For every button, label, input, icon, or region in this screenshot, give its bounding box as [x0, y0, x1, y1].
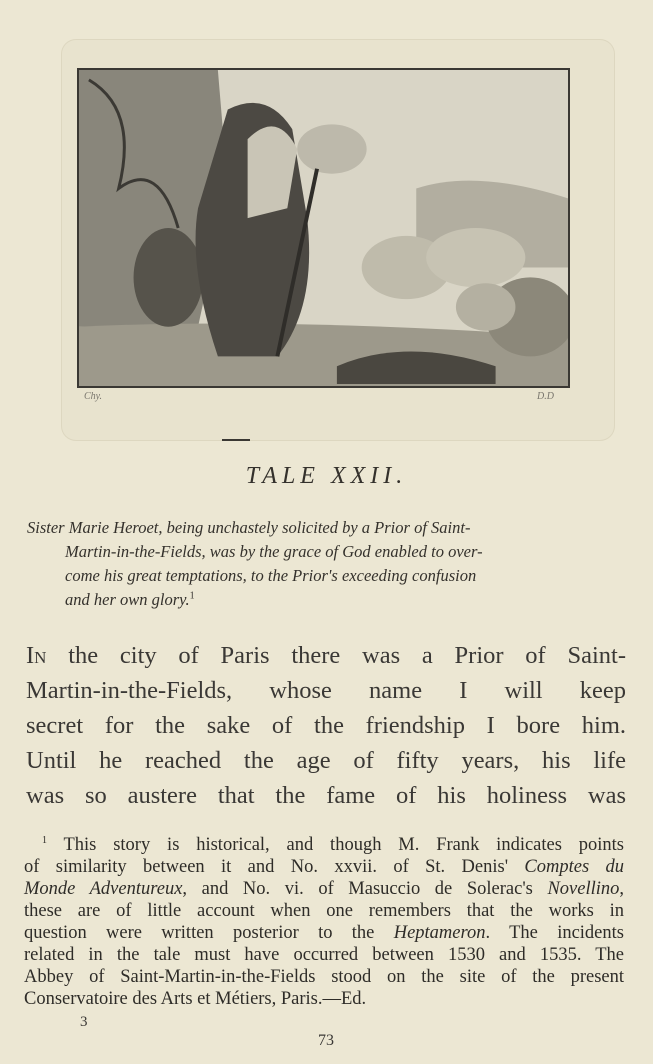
- body-line-text: the city of Paris there was a Prior of Saint-: [46, 642, 626, 669]
- body-line: was so austere that the fame of his holiness was: [26, 782, 626, 809]
- footnote-reference[interactable]: 1: [189, 590, 195, 602]
- footnote: [24, 834, 624, 1010]
- footnote-line: these are of little account when one remembers that the works in: [24, 901, 624, 921]
- footnote-title: Novellino: [547, 879, 620, 899]
- footnote-line: Conservatoire des Arts et Métiers, Paris.—Ed.: [24, 989, 367, 1009]
- summary-line: Martin-in-the-Fields, was by the grace of God enabled to over-: [65, 542, 483, 561]
- engraving-wolf-shepherd-with-sheep: [77, 68, 570, 388]
- tale-title: TALE XXII.: [245, 463, 408, 489]
- summary-line: come his great temptations, to the Prior's exceeding confusion: [65, 566, 477, 585]
- footnote-line: related in the tale must have occurred between 1530 and 1535. The: [24, 945, 624, 965]
- footnote-title: Comptes du: [524, 857, 624, 877]
- signature-mark: 3: [80, 1014, 88, 1030]
- footnote-title: Monde Adventureux: [24, 879, 183, 899]
- footnote-title: Heptameron: [393, 923, 486, 943]
- footnote-line: [24, 856, 624, 878]
- engraver-signature-right: D.D: [537, 391, 554, 402]
- footnote-line: [24, 834, 624, 856]
- body-line: Until he reached the age of fifty years, his life: [26, 747, 626, 774]
- body-line: Martin-in-the-Fields, whose name I will keep: [26, 677, 626, 704]
- tale-summary: [27, 516, 627, 612]
- body-text: [26, 638, 626, 813]
- footnote-text: ,: [619, 879, 624, 899]
- footnote-text: . The incidents: [485, 923, 624, 943]
- footnote-text: question were written posterior to the: [24, 923, 394, 943]
- page-number: 73: [318, 1032, 334, 1049]
- footnote-text: of similarity between it and No. xxvii. of St. Denis': [24, 857, 525, 877]
- body-line: [26, 638, 626, 673]
- footnote-text: , and No. vi. of Masuccio de Solerac's: [182, 879, 548, 899]
- footnote-line: [24, 922, 624, 944]
- divider-rule: [222, 439, 250, 441]
- footnote-text: This story is historical, and though M. Frank indicates points: [47, 835, 624, 855]
- summary-line: Sister Marie Heroet, being unchastely solicited by a Prior of Saint-: [27, 518, 471, 537]
- footnote-line: Abbey of Saint-Martin-in-the-Fields stood on the site of the present: [24, 967, 624, 987]
- drop-word: In: [26, 642, 47, 669]
- engraver-signature-left: Chy.: [84, 391, 103, 402]
- summary-line: [27, 588, 627, 612]
- footnote-marker: 1: [42, 834, 47, 846]
- summary-line-text: and her own glory.: [65, 590, 190, 609]
- footnote-line: [24, 878, 624, 900]
- body-line: secret for the sake of the friendship I bore him.: [26, 712, 626, 739]
